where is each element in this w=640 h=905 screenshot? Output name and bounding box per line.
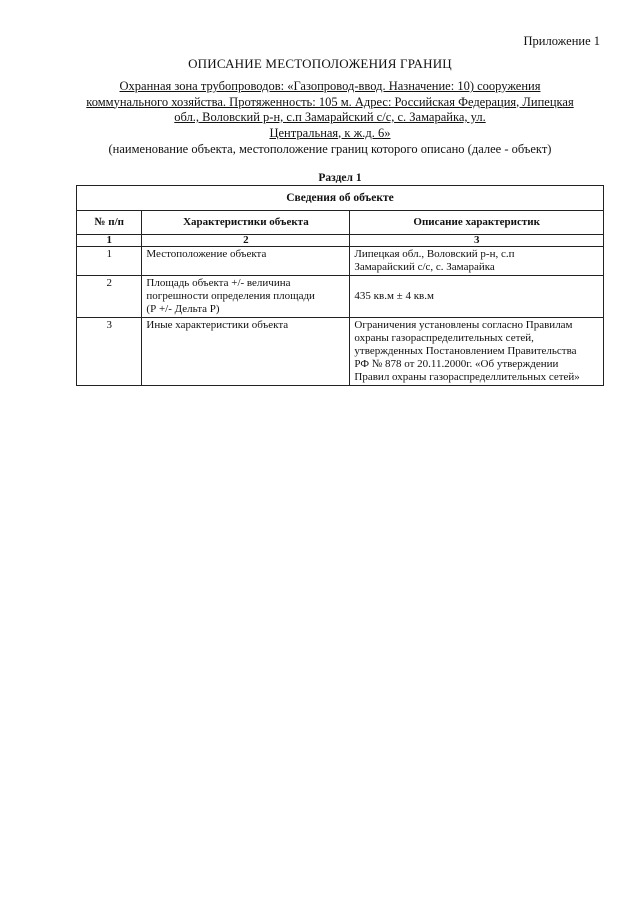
description-line: РФ № 878 от 20.11.2000г. «Об утверждении bbox=[354, 358, 559, 370]
characteristic-line: погрешности определения площади bbox=[146, 290, 315, 302]
column-number: 2 bbox=[142, 235, 350, 247]
object-note: (наименование объекта, местоположение границ которого описано (далее - объект) bbox=[108, 142, 552, 156]
document-title: ОПИСАНИЕ МЕСТОПОЛОЖЕНИЯ ГРАНИЦ bbox=[188, 56, 452, 71]
row-characteristic: Иные характеристики объекта bbox=[142, 318, 350, 386]
header-description: Описание характеристик bbox=[350, 211, 604, 235]
row-number: 2 bbox=[77, 276, 142, 318]
appendix-label: Приложение 1 bbox=[523, 34, 600, 48]
row-description bbox=[350, 318, 604, 386]
object-description-line: коммунального хозяйства. Протяженность: 105 м. Адрес: Российская Федерация, Липецкая bbox=[86, 94, 574, 109]
row-description: 435 кв.м ± 4 кв.м bbox=[350, 276, 604, 318]
description-line: Липецкая обл., Воловский р-н, с.п bbox=[354, 248, 515, 260]
description-line: Ограничения установлены согласно Правилам bbox=[354, 319, 573, 331]
row-number: 3 bbox=[77, 318, 142, 386]
table-row bbox=[77, 247, 604, 276]
object-description bbox=[80, 79, 580, 141]
row-number: 1 bbox=[77, 247, 142, 276]
table-caption: Сведения об объекте bbox=[77, 186, 604, 211]
description-line: утвержденных Постановлением Правительства bbox=[354, 345, 577, 357]
header-characteristic: Характеристики объекта bbox=[142, 211, 350, 235]
table-header-row bbox=[77, 211, 604, 235]
description-line: Правил охраны газораспределлительных сетей» bbox=[354, 371, 580, 383]
column-number: 1 bbox=[77, 235, 142, 247]
characteristic-line: Площадь объекта +/- величина bbox=[146, 277, 291, 289]
characteristic-line: (Р +/- Дельта Р) bbox=[146, 303, 220, 315]
object-description-line: Охранная зона трубопроводов: «Газопровод-ввод. Назначение: 10) сооружения bbox=[119, 79, 541, 93]
header-number: № п/п bbox=[77, 211, 142, 235]
description-line: Замарайский с/с, с. Замарайка bbox=[354, 261, 495, 273]
object-description-line: обл., Воловский р-н, с.п Замарайский с/с, с. Замарайка, ул. bbox=[174, 110, 486, 124]
row-characteristic bbox=[142, 276, 350, 318]
column-number: 3 bbox=[350, 235, 604, 247]
table-row bbox=[77, 276, 604, 318]
table-caption-row bbox=[77, 186, 604, 211]
table-row bbox=[77, 318, 604, 386]
row-characteristic: Местоположение объекта bbox=[142, 247, 350, 276]
description-line: охраны газораспределительных сетей, bbox=[354, 332, 534, 344]
table-column-numbers-row bbox=[77, 235, 604, 247]
object-description-line: Центральная, к ж.д. 6» bbox=[269, 125, 391, 140]
section-title: Раздел 1 bbox=[318, 172, 362, 184]
row-description bbox=[350, 247, 604, 276]
object-info-table bbox=[76, 185, 604, 386]
